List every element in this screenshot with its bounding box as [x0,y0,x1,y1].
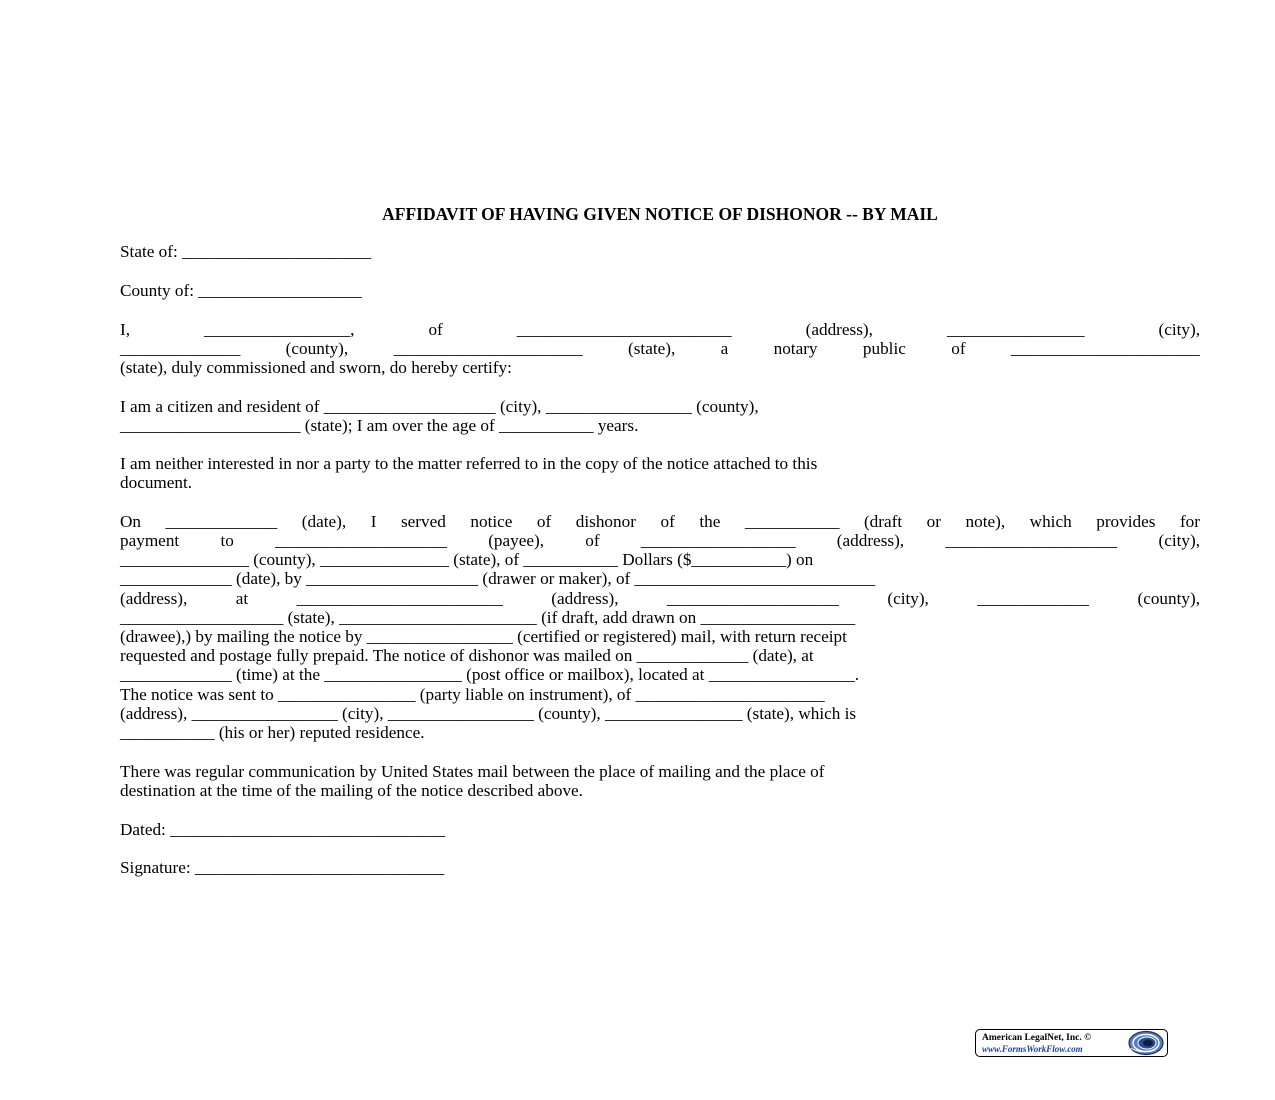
paragraph-1-line-1: I, _________________, of _________________________ (address), ________________ (city), [120,320,1200,339]
paragraph-3-line-2: document. [120,473,193,492]
paragraph-4-line-5: (address), at ________________________ (address), ____________________ (city), _____________ (county), [120,589,1200,608]
paragraph-4-line-3: _______________ (county), _______________ (state), of ___________ Dollars ($___________) on [120,550,814,569]
paragraph-4-line-12: ___________ (his or her) reputed residence. [120,723,425,742]
paragraph-2-line-2: _____________________ (state); I am over the age of ___________ years. [120,416,639,435]
paragraph-5-line-1: There was regular communication by United States mail between the place of mailing and the place of [120,762,825,781]
paragraph-1-line-3: (state), duly commissioned and sworn, do hereby certify: [120,358,512,377]
dated-field-line: Dated: ________________________________ [120,820,446,839]
document-title: AFFIDAVIT OF HAVING GIVEN NOTICE OF DISHONOR -- BY MAIL [382,204,938,224]
american-legalnet-logo [975,1029,1168,1057]
paragraph-4-line-9: _____________ (time) at the ________________ (post office or mailbox), located at _________________. [120,665,860,684]
paragraph-4-line-1: On _____________ (date), I served notice of dishonor of the ___________ (draft or note), which provides for [120,512,1200,531]
state-field-line: State of: ______________________ [120,242,372,261]
signature-field-line: Signature: _____________________________ [120,858,445,877]
logo-website: www.FormsWorkFlow.com [982,1044,1083,1054]
paragraph-4-line-11: (address), _________________ (city), _________________ (county), ________________ (state), which is [120,704,857,723]
paragraph-4-line-2: payment to ____________________ (payee), of __________________ (address), ____________________ (city), [120,531,1200,550]
paragraph-4-line-4: _____________ (date), by ____________________ (drawer or maker), of ____________________________ [120,569,876,588]
swirl-emblem-icon [1125,1030,1165,1056]
paragraph-3-line-1: I am neither interested in nor a party to the matter referred to in the copy of the notice attached to this [120,454,818,473]
paragraph-1-line-2: ______________ (county), ______________________ (state), a notary public of ______________________ [120,339,1200,358]
paragraph-5-line-2: destination at the time of the mailing of the notice described above. [120,781,583,800]
paragraph-4-line-10: The notice was sent to ________________ (party liable on instrument), of ______________________ [120,685,825,704]
paragraph-4-line-7: (drawee),) by mailing the notice by _________________ (certified or registered) mail, with return receipt [120,627,847,646]
paragraph-4-line-8: requested and postage fully prepaid. The notice of dishonor was mailed on _____________ (date), at [120,646,814,665]
county-field-line: County of: ___________________ [120,281,362,300]
paragraph-2-line-1: I am a citizen and resident of ____________________ (city), _________________ (county), [120,397,759,416]
paragraph-4-line-6: ___________________ (state), _______________________ (if draft, add drawn on __________________ [120,608,856,627]
logo-company-name: American LegalNet, Inc. © [982,1033,1092,1043]
